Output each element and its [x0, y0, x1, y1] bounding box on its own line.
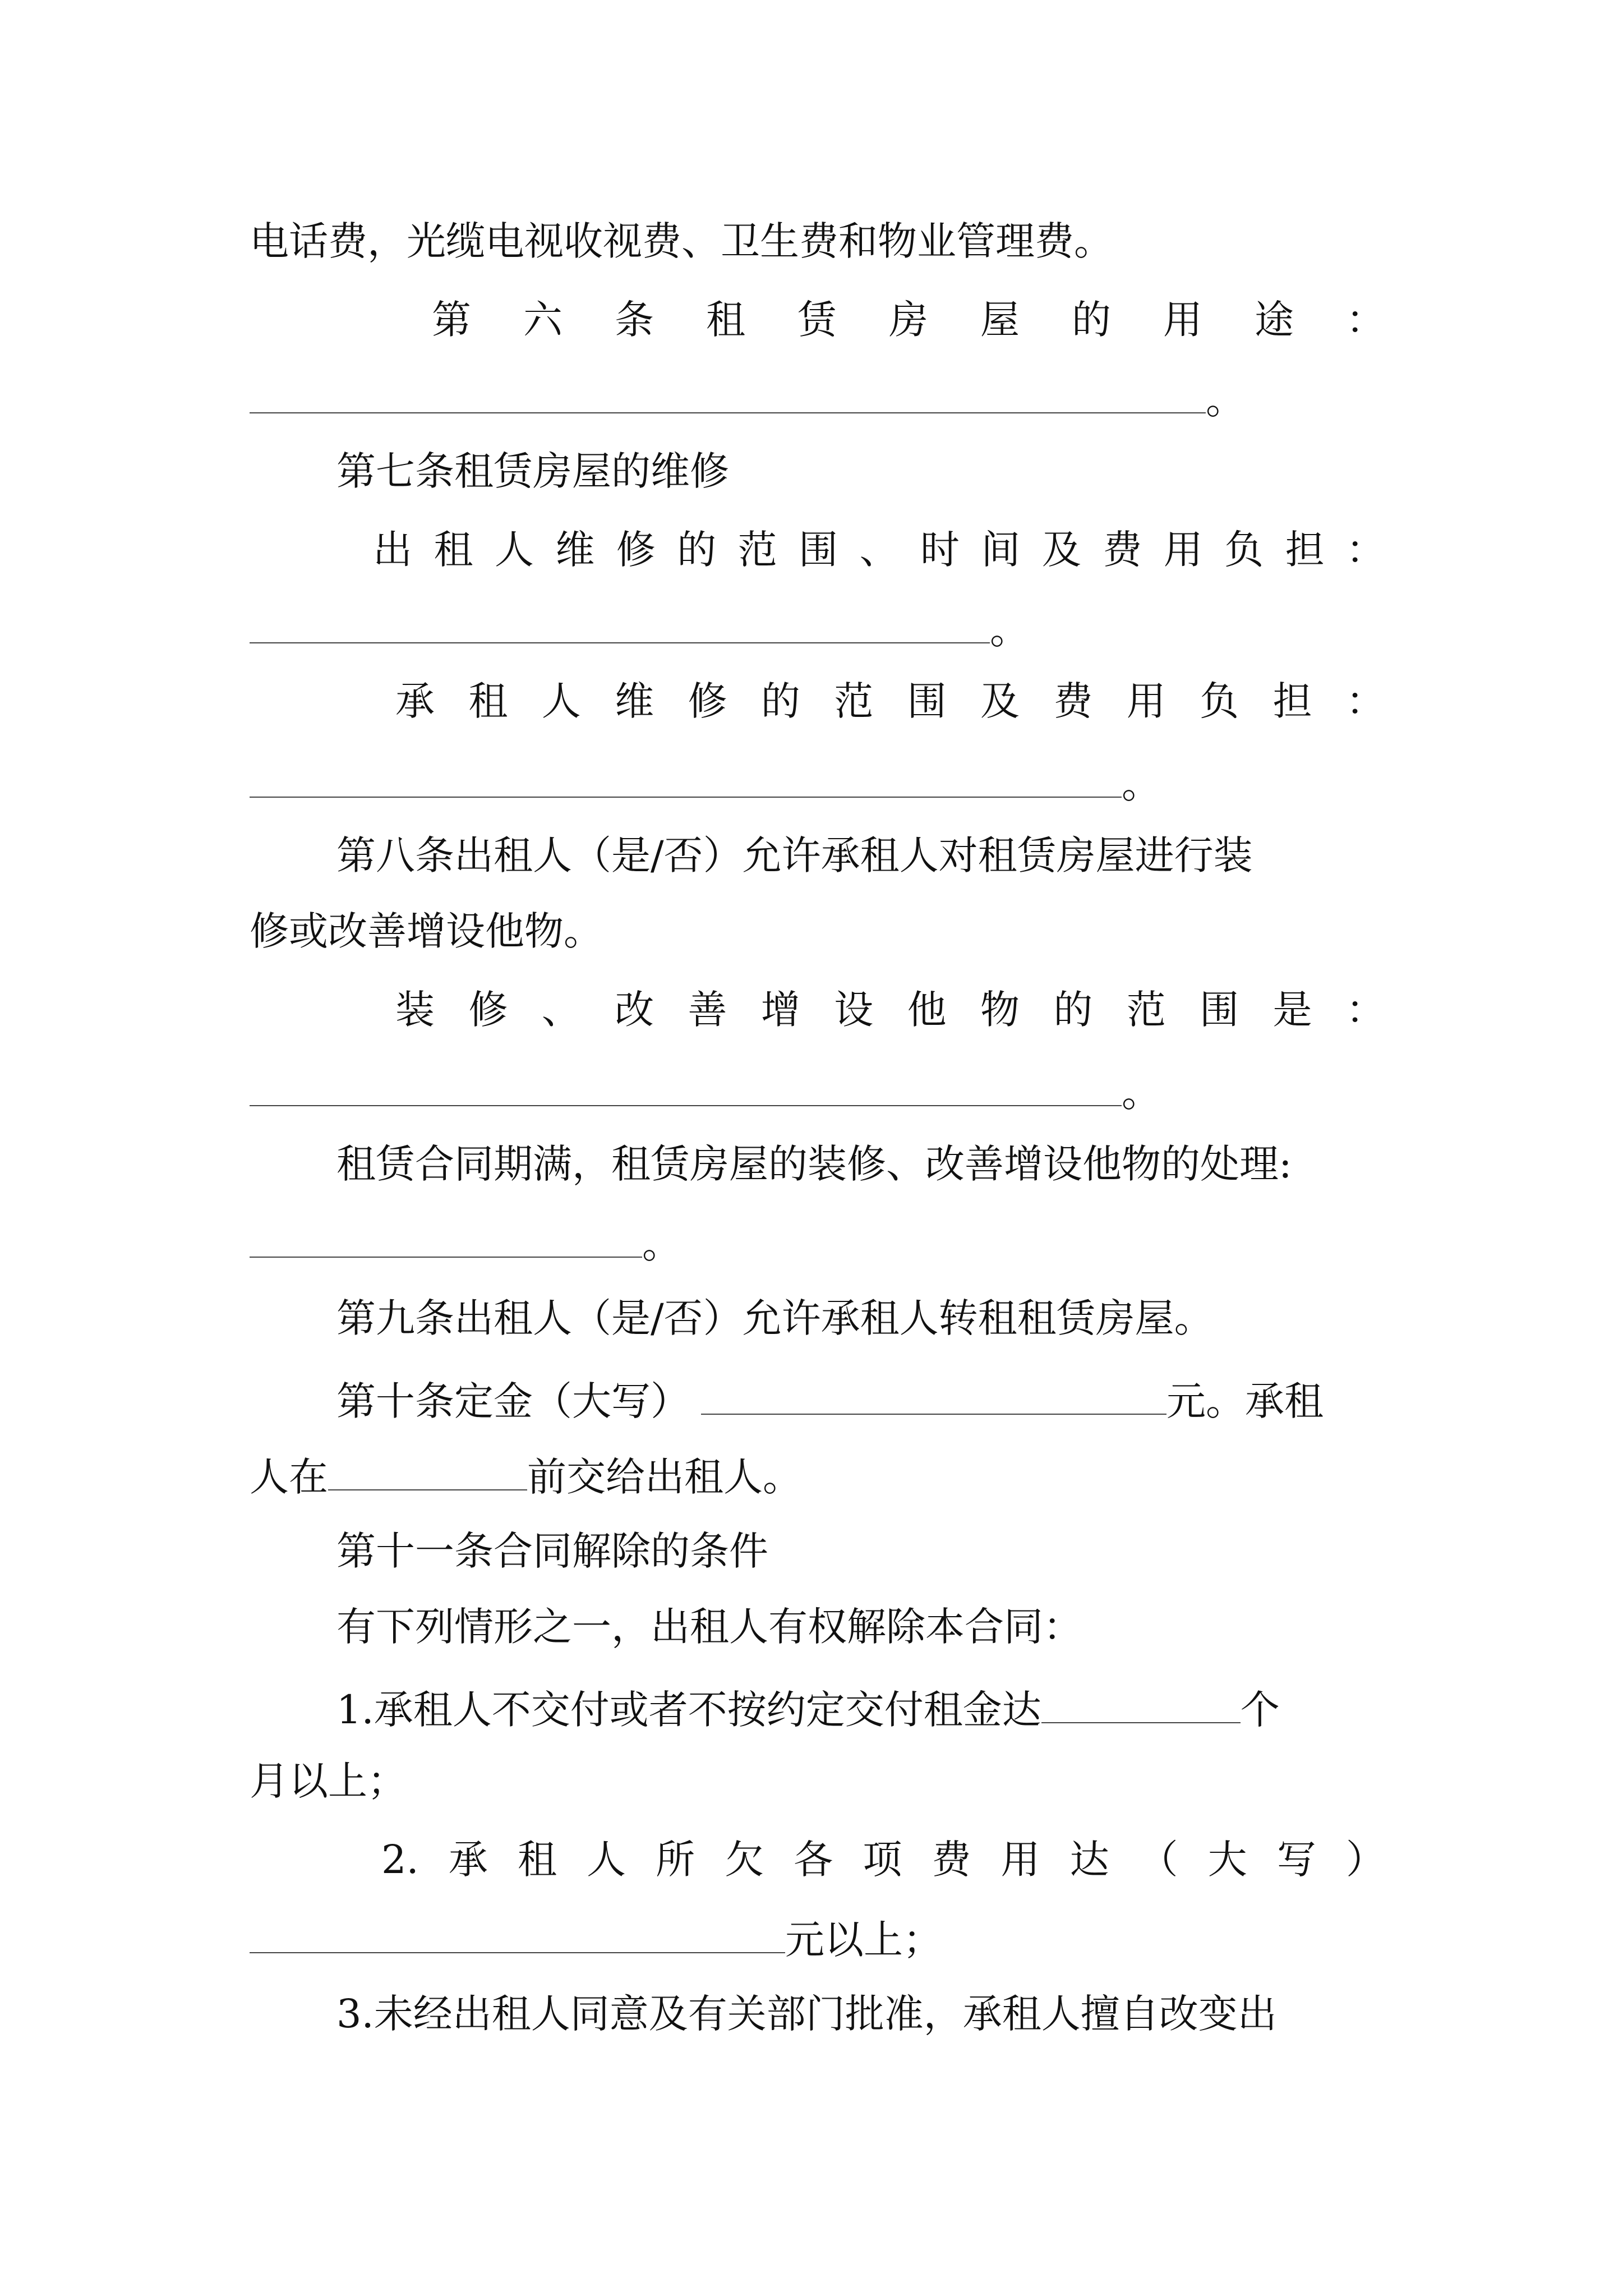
- contract-expiry-blank-line: 。: [250, 1212, 1385, 1272]
- article-6-usage-blank-line: 。: [250, 367, 1385, 428]
- justified-char: 围: [1200, 987, 1239, 1033]
- justified-char: 负: [1224, 527, 1264, 573]
- fill-in-blank[interactable]: [250, 752, 1122, 798]
- condition-3-line-1: 3.未经出租人同意及有关部门批准，承租人擅自改变出: [336, 1991, 1277, 2037]
- lessee-repair-blank-line: 。: [250, 752, 1385, 812]
- fill-in-blank[interactable]: [250, 367, 1206, 413]
- justified-char: 人: [494, 527, 534, 573]
- justified-char: 达: [1069, 1837, 1109, 1883]
- justified-char: ：: [1345, 987, 1385, 1033]
- contract-expiry-handling-line: 租赁合同期满，租赁房屋的装修、改善增设他物的处理:: [336, 1141, 1292, 1187]
- justified-char: 范: [737, 527, 777, 573]
- justified-char: 用: [1000, 1837, 1040, 1883]
- fill-in-blank[interactable]: [250, 1212, 642, 1258]
- justified-char: 2.: [381, 1837, 419, 1883]
- justified-char: （: [1138, 1837, 1178, 1883]
- justified-char: 及: [1041, 527, 1081, 573]
- article-8-line-2: 修或改善增设他物。: [250, 908, 603, 954]
- justified-char: 所: [656, 1837, 695, 1883]
- justified-char: 欠: [725, 1837, 764, 1883]
- justified-char: 担: [1272, 678, 1312, 724]
- justified-char: 用: [1163, 297, 1202, 343]
- justified-char: 租: [434, 527, 473, 573]
- justified-char: 项: [863, 1837, 902, 1883]
- justified-char: 维: [615, 678, 654, 724]
- justified-char: 租: [468, 678, 508, 724]
- text-fees-continued: 电话费，光缆电视收视费、卫生费和物业管理费。: [250, 218, 1113, 264]
- months-blank[interactable]: [1041, 1677, 1241, 1723]
- justified-char: 费: [932, 1837, 971, 1883]
- justified-char: 修: [688, 678, 727, 724]
- justified-char: 租: [517, 1837, 557, 1883]
- justified-char: 的: [760, 678, 800, 724]
- deposit-amount-blank[interactable]: [701, 1369, 1166, 1415]
- article-11-heading: 第十一条合同解除的条件: [336, 1528, 768, 1574]
- justified-char: 赁: [797, 297, 837, 343]
- justified-char: 装: [395, 987, 435, 1033]
- justified-char: 是: [1272, 987, 1312, 1033]
- article-7-heading: 第七条租赁房屋的维修: [336, 448, 729, 494]
- renovation-scope-blank-line: 。: [250, 1060, 1385, 1121]
- fill-in-blank[interactable]: [250, 1060, 1122, 1106]
- article-6-usage-heading: [432, 292, 1385, 348]
- article-8-line-1: 第八条出租人（是/否）允许承租人对租赁房屋进行装: [336, 832, 1253, 878]
- justified-char: 人: [541, 678, 581, 724]
- justified-char: 写: [1276, 1837, 1316, 1883]
- justified-char: 善: [688, 987, 727, 1033]
- justified-char: ：: [1345, 678, 1385, 724]
- justified-char: 租: [706, 297, 745, 343]
- justified-char: 的: [677, 527, 717, 573]
- justified-char: 担: [1285, 527, 1325, 573]
- doc-line-1: [250, 213, 1385, 269]
- justified-char: 用: [1126, 678, 1166, 724]
- justified-char: 房: [889, 297, 928, 343]
- justified-char: 的: [1072, 297, 1111, 343]
- termination-intro-line: 有下列情形之一，出租人有权解除本合同：: [336, 1604, 1082, 1650]
- justified-char: 修: [468, 987, 508, 1033]
- justified-char: 增: [760, 987, 800, 1033]
- justified-char: 间: [981, 527, 1021, 573]
- justified-char: 第: [432, 297, 471, 343]
- justified-char: 物: [980, 987, 1020, 1033]
- justified-char: 改: [615, 987, 654, 1033]
- fill-in-blank[interactable]: [250, 597, 990, 643]
- arrears-amount-blank[interactable]: [250, 1907, 785, 1953]
- justified-char: 时: [920, 527, 960, 573]
- article-9-line: 第九条出租人（是/否）允许承租人转租租赁房屋。: [336, 1295, 1214, 1341]
- justified-char: 用: [1163, 527, 1203, 573]
- justified-char: 他: [907, 987, 947, 1033]
- justified-char: 承: [395, 678, 435, 724]
- condition-2-line-1: [381, 1832, 1385, 1888]
- lessor-repair-scope-line: [373, 522, 1385, 578]
- condition-2-line-2: 元以上；: [250, 1907, 1385, 1968]
- justified-char: 设: [834, 987, 874, 1033]
- justified-char: 范: [1126, 987, 1166, 1033]
- justified-char: 及: [980, 678, 1020, 724]
- justified-char: 途: [1255, 297, 1294, 343]
- justified-char: 费: [1053, 678, 1093, 724]
- article-10-line-2: 人在 前交给出租人。: [250, 1444, 1385, 1505]
- justified-char: ：: [1346, 527, 1385, 573]
- condition-1-line-1: 1.承租人不交付或者不按约定交付租金达 个: [336, 1677, 1472, 1738]
- justified-char: ：: [1346, 297, 1385, 343]
- justified-char: 费: [1103, 527, 1142, 573]
- justified-char: 负: [1200, 678, 1239, 724]
- justified-char: 大: [1207, 1837, 1247, 1883]
- justified-char: 承: [448, 1837, 488, 1883]
- justified-char: 各: [794, 1837, 833, 1883]
- deposit-date-blank[interactable]: [328, 1444, 527, 1490]
- lessee-repair-scope-line: [395, 673, 1385, 729]
- justified-char: 、: [859, 527, 899, 573]
- justified-char: 修: [616, 527, 656, 573]
- justified-char: 范: [834, 678, 874, 724]
- justified-char: 人: [587, 1837, 626, 1883]
- condition-1-line-2: 月以上；: [250, 1758, 407, 1804]
- justified-char: 围: [907, 678, 947, 724]
- justified-char: 维: [555, 527, 595, 573]
- justified-char: 屋: [980, 297, 1020, 343]
- justified-char: 围: [799, 527, 838, 573]
- lessor-repair-blank-line: 。: [250, 597, 1385, 658]
- justified-char: 、: [541, 987, 581, 1033]
- justified-char: 六: [523, 297, 562, 343]
- justified-char: 出: [373, 527, 412, 573]
- justified-char: 条: [615, 297, 654, 343]
- renovation-scope-line: [395, 982, 1385, 1038]
- justified-char: 的: [1053, 987, 1093, 1033]
- justified-char: ）: [1345, 1837, 1385, 1883]
- article-10-line-1: 第十条定金（大写） 元。承租: [336, 1369, 1472, 1429]
